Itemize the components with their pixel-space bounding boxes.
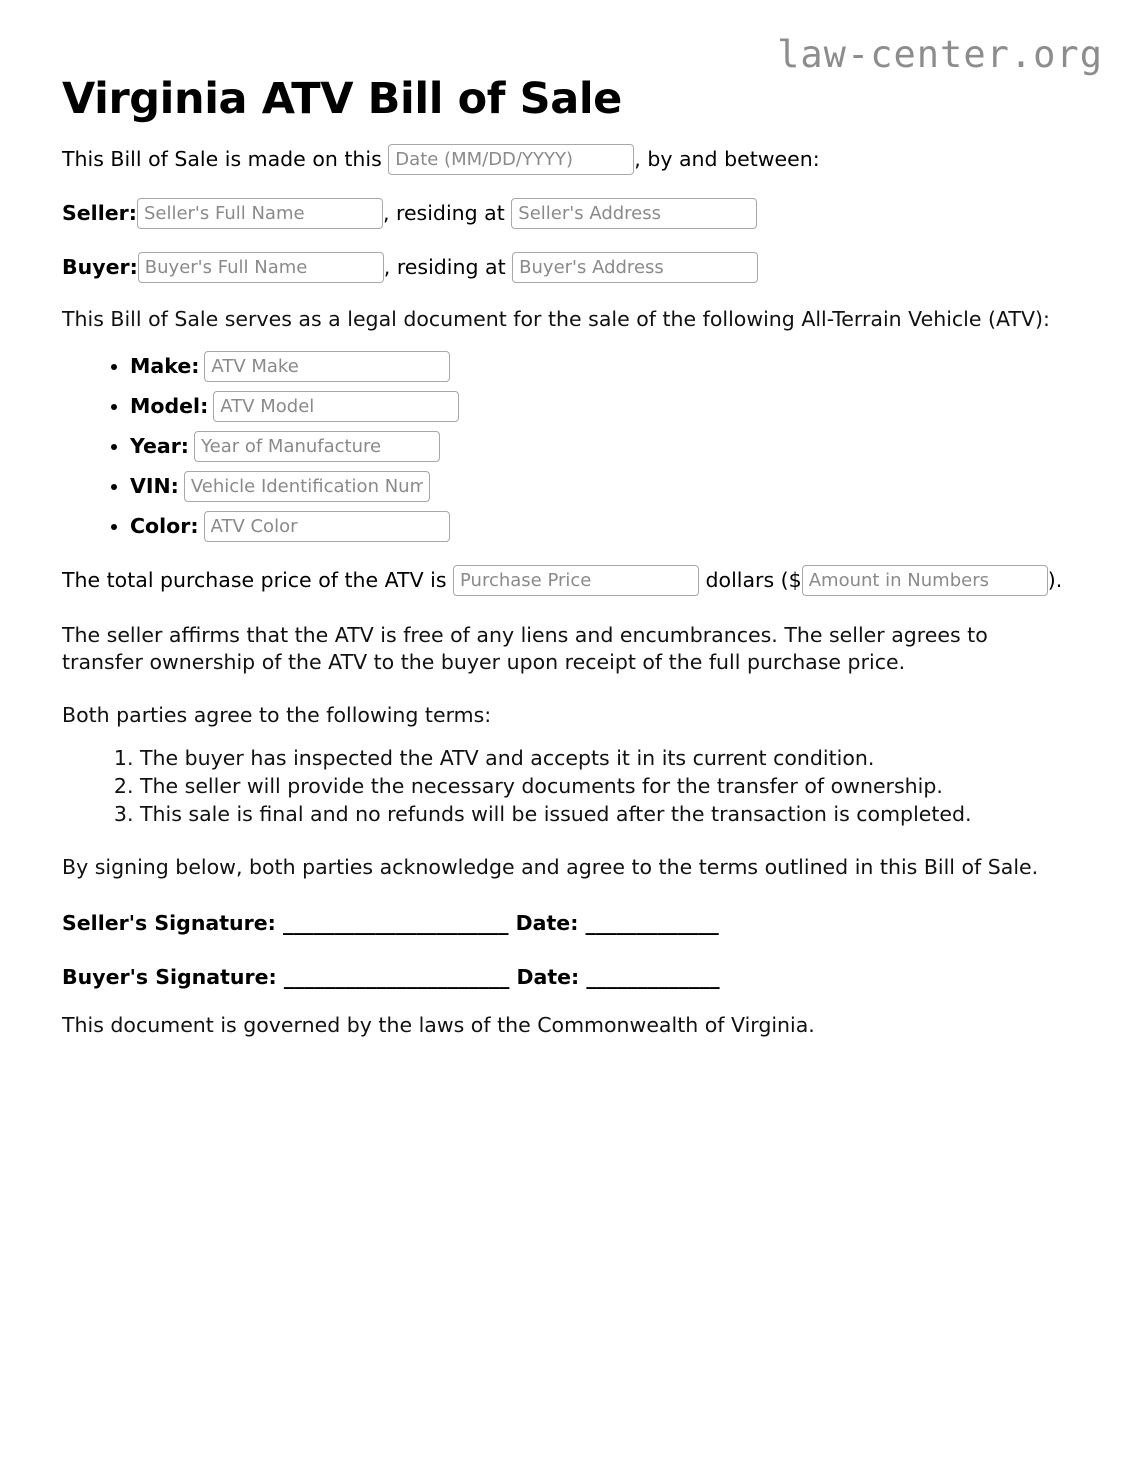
price-prefix-text: The total purchase price of the ATV is	[62, 568, 454, 593]
buyer-date-rule[interactable]: _____________	[579, 965, 720, 990]
vehicle-intro-paragraph: This Bill of Sale serves as a legal document for the sale of the following All-Terrain Vehicle (ATV):	[62, 307, 1050, 331]
buyer-residing-text: , residing at	[383, 255, 513, 280]
model-label: • Model:	[130, 394, 209, 419]
seller-party-line	[62, 198, 1071, 229]
year-input[interactable]	[194, 431, 440, 462]
seller-signature-label: Seller's Signature:	[62, 911, 276, 936]
vin-label: • VIN:	[130, 474, 179, 499]
list-item-make	[130, 351, 1071, 382]
agreement-date-line	[62, 144, 1071, 175]
list-item: 2. The seller will provide the necessary documents for the transfer of ownership.	[140, 773, 1071, 801]
model-input[interactable]	[213, 391, 459, 422]
date-input[interactable]	[388, 144, 634, 175]
buyer-date-label: Date:	[516, 965, 580, 990]
purchase-price-number-input[interactable]	[802, 565, 1048, 596]
list-item: 3. This sale is final and no refunds will be issued after the transaction is completed.	[140, 801, 1071, 829]
site-watermark: law-center.org	[777, 33, 1103, 76]
seller-date-rule[interactable]: _____________	[578, 911, 719, 936]
buyer-signature-label: Buyer's Signature:	[62, 965, 277, 990]
color-input[interactable]	[204, 511, 450, 542]
vin-input[interactable]	[184, 471, 430, 502]
intro-suffix-text: , by and between:	[634, 147, 820, 172]
list-item-color	[130, 511, 1071, 542]
buyer-party-line	[62, 252, 1071, 283]
buyer-signature-row	[62, 965, 1071, 989]
list-item-year	[130, 431, 1071, 462]
make-label: • Make:	[130, 354, 200, 379]
list-item-vin	[130, 471, 1071, 502]
buyer-label: Buyer:	[62, 255, 138, 280]
price-middle-text: dollars ($	[699, 568, 802, 593]
buyer-name-input[interactable]	[138, 252, 384, 283]
purchase-price-words-input[interactable]	[453, 565, 699, 596]
list-item-model	[130, 391, 1071, 422]
terms-intro-paragraph: Both parties agree to the following terms:	[62, 703, 492, 728]
purchase-price-line	[62, 565, 1071, 596]
seller-signature-row	[62, 911, 1071, 935]
governing-law-paragraph: This document is governed by the laws of the Commonwealth of Virginia.	[62, 1013, 815, 1038]
seller-date-label: Date:	[515, 911, 579, 936]
seller-residing-text: , residing at	[382, 201, 512, 226]
vehicle-details-list	[62, 351, 1071, 542]
list-item: 1. The buyer has inspected the ATV and accepts it in its current condition.	[140, 745, 1071, 773]
price-suffix-text: ).	[1047, 568, 1063, 593]
buyer-signature-rule[interactable]: ______________________	[276, 965, 517, 990]
acknowledgement-paragraph: By signing below, both parties acknowledge and agree to the terms outlined in this Bill of Sale.	[62, 855, 1039, 880]
page-title: Virginia ATV Bill of Sale	[62, 74, 622, 124]
terms-list	[62, 745, 1071, 828]
seller-address-input[interactable]	[511, 198, 757, 229]
buyer-address-input[interactable]	[512, 252, 758, 283]
liens-paragraph: The seller affirms that the ATV is free of any liens and encumbrances. The seller agrees to transfer ownership of the ATV to the buyer upon receipt of the full purchase price.	[62, 623, 988, 675]
year-label: • Year:	[130, 434, 190, 459]
make-input[interactable]	[204, 351, 450, 382]
seller-label: Seller:	[62, 201, 137, 226]
seller-name-input[interactable]	[137, 198, 383, 229]
color-label: • Color:	[130, 514, 199, 539]
seller-signature-rule[interactable]: ______________________	[275, 911, 516, 936]
intro-prefix-text: This Bill of Sale is made on this	[62, 147, 389, 172]
